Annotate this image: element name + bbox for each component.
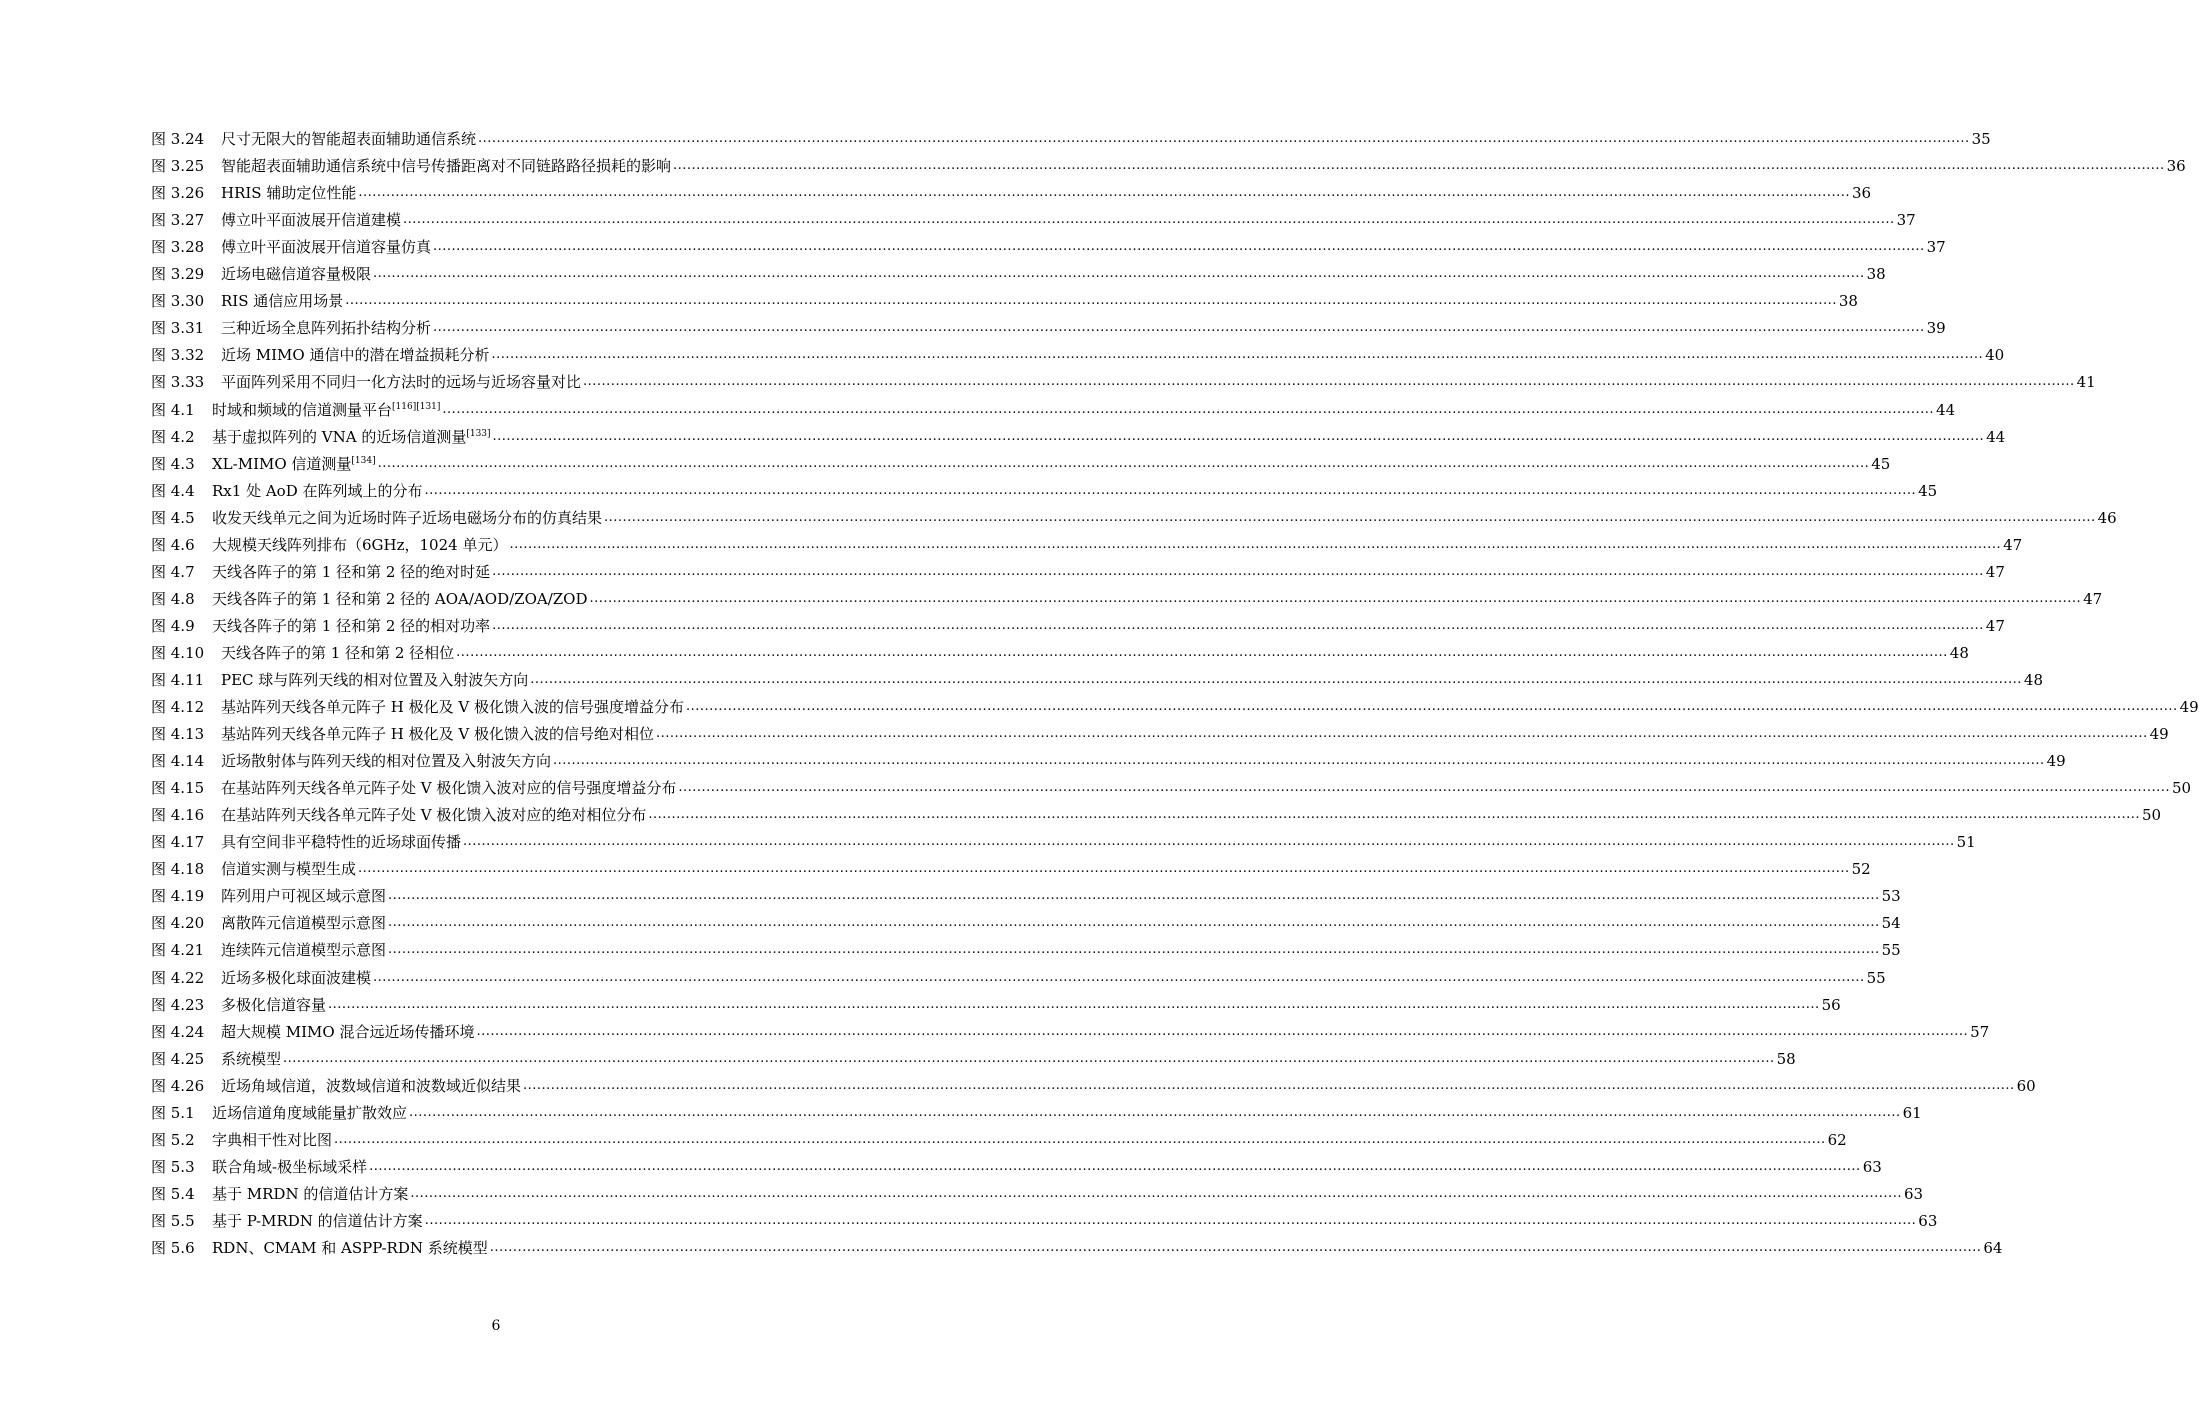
toc-entry[interactable] — [151, 1177, 1924, 1204]
figure-number: 图 4.9 — [151, 616, 195, 635]
toc-entry[interactable] — [151, 771, 2192, 798]
figure-title — [221, 968, 371, 988]
figure-title — [212, 1130, 332, 1150]
page-ref: 47 — [1985, 616, 2005, 635]
toc-entry[interactable] — [151, 311, 1946, 338]
page-ref: 64 — [1983, 1238, 2003, 1257]
page-ref: 63 — [1918, 1211, 1938, 1230]
toc-entry[interactable] — [151, 392, 1956, 419]
toc-entry[interactable] — [151, 257, 1886, 284]
toc-entry[interactable] — [151, 203, 1916, 230]
figure-title-text: 时域和频域的信道测量平台 — [212, 400, 393, 419]
page-ref: 47 — [2083, 589, 2103, 608]
dot-leader — [463, 832, 1955, 852]
page-ref: 50 — [2141, 806, 2162, 825]
page-ref: 41 — [2076, 373, 2096, 392]
figure-number: 图 5.2 — [151, 1130, 195, 1149]
dot-leader — [345, 291, 1837, 311]
citation-marker: [133] — [466, 428, 491, 439]
figure-title-text: 近场散射体与阵列天线的相对位置及入射波矢方向 — [221, 752, 552, 771]
figure-title — [212, 616, 490, 636]
figure-number: 图 4.5 — [151, 508, 195, 527]
toc-entry[interactable] — [151, 1150, 1882, 1177]
dot-leader — [328, 995, 1820, 1015]
figure-number: 图 3.31 — [151, 319, 205, 338]
toc-entry[interactable] — [151, 609, 2005, 636]
figure-title — [212, 1211, 423, 1231]
dot-leader — [530, 670, 2022, 690]
page-ref: 36 — [2166, 157, 2186, 176]
figure-title — [221, 778, 676, 798]
figure-title-text: PEC 球与阵列天线的相对位置及入射波矢方向 — [221, 670, 529, 689]
dot-leader — [553, 751, 2045, 771]
dot-leader — [456, 643, 1948, 663]
toc-entry[interactable] — [151, 474, 1938, 501]
figure-title — [221, 859, 356, 879]
figure-title-text: 字典相干性对比图 — [212, 1130, 333, 1149]
toc-entry[interactable] — [151, 365, 2096, 392]
figure-title-text: 近场电磁信道容量极限 — [221, 265, 372, 284]
figure-number: 图 4.3 — [151, 454, 195, 473]
figure-title-text: 傅立叶平面波展开信道容量仿真 — [221, 238, 432, 257]
figure-title-text: XL-MIMO 信道测量 — [212, 454, 352, 473]
page-number: 6 — [491, 1318, 501, 1334]
figure-title-text: 近场信道角度域能量扩散效应 — [212, 1103, 408, 1122]
dot-leader — [478, 129, 1970, 149]
toc-entry[interactable] — [151, 230, 1946, 257]
toc-entry[interactable] — [151, 555, 2005, 582]
figure-title-text: 联合角域-极坐标域采样 — [212, 1157, 368, 1176]
figure-number: 图 4.2 — [151, 427, 195, 446]
figure-number: 图 3.26 — [151, 184, 205, 203]
figure-title-text: 多极化信道容量 — [221, 995, 327, 1014]
toc-entry[interactable] — [151, 798, 2162, 825]
figure-title-text: 平面阵列采用不同归一化方法时的远场与近场容量对比 — [221, 373, 582, 392]
page-ref: 56 — [1821, 995, 1841, 1014]
figure-title-text: 天线各阵子的第 1 径和第 2 径的 AOA/AOD/ZOA/ZOD — [212, 589, 588, 608]
dot-leader — [409, 1103, 1901, 1123]
dot-leader — [388, 886, 1880, 906]
dot-leader — [403, 210, 1895, 230]
page-ref: 48 — [1949, 643, 1969, 662]
page-ref: 62 — [1827, 1130, 1847, 1149]
toc-entry[interactable] — [151, 690, 2199, 717]
figure-title-text: 在基站阵列天线各单元阵子处 V 极化馈入波对应的信号强度增益分布 — [221, 779, 677, 798]
toc-entry[interactable] — [151, 1123, 1847, 1150]
figure-title-text: 离散阵元信道模型示意图 — [221, 914, 387, 933]
page-ref: 45 — [1871, 454, 1891, 473]
figure-title — [221, 751, 551, 771]
page-ref: 37 — [1926, 238, 1946, 257]
dot-leader — [656, 724, 2148, 744]
page-ref: 35 — [1971, 130, 1991, 149]
dot-leader — [373, 968, 1865, 988]
page-ref: 55 — [1866, 968, 1886, 987]
toc-entry[interactable] — [151, 906, 1901, 933]
figure-title — [221, 1049, 281, 1069]
toc-entry[interactable] — [151, 338, 2005, 365]
figure-number: 图 4.8 — [151, 589, 195, 608]
dot-leader — [523, 1076, 2015, 1096]
page-ref: 63 — [1903, 1184, 1924, 1203]
toc-entry[interactable] — [151, 122, 1991, 149]
figure-number: 图 5.4 — [151, 1184, 195, 1203]
figure-number: 图 5.1 — [151, 1103, 195, 1122]
toc-entry[interactable] — [151, 1015, 1990, 1042]
figure-title — [212, 562, 490, 582]
figure-title-text: HRIS 辅助定位性能 — [221, 184, 357, 203]
figure-title-text: 天线各阵子的第 1 径和第 2 径相位 — [221, 643, 455, 662]
figure-title-text: 在基站阵列天线各单元阵子处 V 极化馈入波对应的绝对相位分布 — [221, 806, 647, 825]
page-ref: 49 — [2179, 698, 2199, 717]
page-ref: 52 — [1851, 860, 1871, 879]
toc-entry[interactable] — [151, 284, 1858, 311]
page-ref: 39 — [1926, 319, 1946, 338]
page-ref: 47 — [2003, 535, 2023, 554]
toc-entry[interactable] — [151, 582, 2103, 609]
figure-number: 图 4.24 — [151, 1022, 205, 1041]
figure-number: 图 4.17 — [151, 833, 205, 852]
figure-number: 图 3.29 — [151, 265, 205, 284]
figure-title — [221, 670, 528, 690]
figure-title-text: 基站阵列天线各单元阵子 H 极化及 V 极化馈入波的信号绝对相位 — [221, 725, 654, 744]
figure-number: 图 3.24 — [151, 130, 205, 149]
dot-leader — [433, 237, 1925, 257]
toc-entry[interactable] — [151, 663, 2043, 690]
dot-leader — [604, 508, 2096, 528]
dot-leader — [388, 940, 1880, 960]
dot-leader — [590, 589, 2082, 609]
figure-number: 图 4.12 — [151, 698, 205, 717]
list-of-figures — [151, 122, 2199, 1258]
dot-leader — [410, 1184, 1902, 1204]
dot-leader — [442, 400, 1934, 420]
figure-title — [212, 427, 491, 447]
page-ref: 50 — [2171, 779, 2192, 798]
toc-entry[interactable] — [151, 933, 1901, 960]
figure-number: 图 4.11 — [151, 670, 205, 689]
figure-number: 图 4.23 — [151, 995, 205, 1014]
figure-title-text: 基站阵列天线各单元阵子 H 极化及 V 极化馈入波的信号强度增益分布 — [221, 698, 684, 717]
toc-entry[interactable] — [151, 149, 2186, 176]
toc-entry[interactable] — [151, 1231, 2003, 1258]
dot-leader — [673, 156, 2165, 176]
dot-leader — [648, 805, 2140, 825]
figure-title-text: 阵列用户可视区域示意图 — [221, 887, 387, 906]
figure-title — [212, 481, 423, 501]
figure-number: 图 4.21 — [151, 941, 205, 960]
dot-leader — [373, 264, 1865, 284]
dot-leader — [433, 318, 1925, 338]
dot-leader — [378, 454, 1870, 474]
dot-leader — [358, 859, 1850, 879]
figure-title-text: 具有空间非平稳特性的近场球面传播 — [221, 833, 462, 852]
page-ref: 51 — [1956, 833, 1976, 852]
toc-entry[interactable] — [151, 447, 1891, 474]
figure-title-text: 近场多极化球面波建模 — [221, 968, 372, 987]
figure-title-text: 信道实测与模型生成 — [221, 860, 357, 879]
figure-number: 图 4.25 — [151, 1049, 205, 1068]
dot-leader — [493, 427, 1985, 447]
figure-number: 图 3.33 — [151, 373, 205, 392]
toc-entry[interactable] — [151, 176, 1872, 203]
dot-leader — [491, 345, 1983, 365]
figure-title — [221, 183, 356, 203]
toc-entry[interactable] — [151, 960, 1886, 987]
figure-title-text: 近场 MIMO 通信中的潜在增益损耗分析 — [221, 346, 490, 365]
figure-number: 图 4.20 — [151, 914, 205, 933]
figure-title — [221, 913, 386, 933]
dot-leader — [425, 1211, 1917, 1231]
figure-number: 图 5.5 — [151, 1211, 195, 1230]
figure-title-text: RIS 通信应用场景 — [221, 292, 344, 311]
figure-title — [221, 345, 489, 365]
toc-entry[interactable] — [151, 1042, 1796, 1069]
figure-number: 图 4.14 — [151, 752, 205, 771]
figure-title-text: RDN、CMAM 和 ASPP-RDN 系统模型 — [212, 1238, 488, 1257]
figure-number: 图 4.26 — [151, 1076, 205, 1095]
figure-number: 图 4.1 — [151, 400, 195, 419]
figure-number: 图 4.18 — [151, 860, 205, 879]
figure-title — [221, 832, 461, 852]
figure-number: 图 4.4 — [151, 481, 195, 500]
page-ref: 47 — [1985, 562, 2005, 581]
page-ref: 48 — [2023, 670, 2043, 689]
figure-title — [221, 1076, 521, 1096]
toc-entry[interactable] — [151, 1069, 2036, 1096]
page-ref: 53 — [1881, 887, 1901, 906]
citation-marker: [134] — [351, 455, 376, 466]
page-ref: 57 — [1970, 1022, 1990, 1041]
dot-leader — [476, 1022, 1968, 1042]
figure-title — [212, 454, 376, 474]
figure-number: 图 3.28 — [151, 238, 205, 257]
figure-title — [221, 210, 401, 230]
page-ref: 44 — [1986, 427, 2006, 446]
figure-number: 图 3.27 — [151, 211, 205, 230]
page-ref: 58 — [1776, 1049, 1796, 1068]
figure-title — [221, 940, 386, 960]
figure-title — [212, 535, 507, 555]
figure-number: 图 3.25 — [151, 157, 205, 176]
figure-title-text: 尺寸无限大的智能超表面辅助通信系统 — [221, 130, 477, 149]
figure-number: 图 3.30 — [151, 292, 205, 311]
dot-leader — [358, 183, 1850, 203]
figure-number: 图 4.7 — [151, 562, 195, 581]
figure-title — [221, 697, 684, 717]
toc-entry[interactable] — [151, 744, 2066, 771]
figure-title-text: 基于虚拟阵列的 VNA 的近场信道测量 — [212, 427, 467, 446]
page-ref: 46 — [2097, 508, 2117, 527]
toc-entry[interactable] — [151, 852, 1871, 879]
figure-title — [221, 156, 671, 176]
page-ref: 45 — [1918, 481, 1938, 500]
toc-entry[interactable] — [151, 1204, 1938, 1231]
dot-leader — [490, 1238, 1982, 1258]
figure-title-text: 收发天线单元之间为近场时阵子近场电磁场分布的仿真结果 — [212, 508, 603, 527]
page-ref: 36 — [1851, 184, 1872, 203]
page-ref: 55 — [1881, 941, 1901, 960]
figure-title — [212, 1103, 407, 1123]
page-ref: 61 — [1902, 1103, 1922, 1122]
figure-title — [212, 1157, 367, 1177]
toc-entry[interactable] — [151, 988, 1841, 1015]
dot-leader — [583, 372, 2075, 392]
figure-title — [221, 805, 646, 825]
figure-title-text: 近场角域信道，波数域信道和波数域近似结果 — [221, 1076, 522, 1095]
dot-leader — [686, 697, 2178, 717]
figure-title — [212, 589, 588, 609]
toc-entry[interactable] — [151, 825, 1976, 852]
page-ref: 37 — [1896, 211, 1916, 230]
page-ref: 63 — [1862, 1157, 1882, 1176]
dot-leader — [425, 481, 1917, 501]
figure-title — [221, 995, 326, 1015]
figure-title-text: 基于 P-MRDN 的信道估计方案 — [212, 1211, 423, 1230]
figure-title — [212, 400, 440, 420]
figure-title — [221, 129, 476, 149]
toc-entry[interactable] — [151, 1096, 1922, 1123]
figure-number: 图 3.32 — [151, 346, 205, 365]
toc-entry[interactable] — [151, 420, 2006, 447]
figure-title — [221, 291, 343, 311]
figure-title-text: 智能超表面辅助通信系统中信号传播距离对不同链路路径损耗的影响 — [221, 157, 672, 176]
page-ref: 54 — [1881, 914, 1901, 933]
figure-title — [212, 508, 602, 528]
figure-title-text: 超大规模 MIMO 混合远近场传播环境 — [221, 1022, 475, 1041]
figure-title — [221, 886, 386, 906]
figure-title — [221, 724, 654, 744]
figure-title-text: 大规模天线阵列排布（6GHz，1024 单元） — [212, 535, 508, 554]
figure-title-text: 天线各阵子的第 1 径和第 2 径的绝对时延 — [212, 562, 491, 581]
figure-title — [221, 1022, 474, 1042]
figure-title — [221, 237, 431, 257]
toc-entry[interactable] — [151, 528, 2023, 555]
figure-number: 图 4.15 — [151, 779, 205, 798]
page-ref: 38 — [1838, 292, 1858, 311]
figure-title-text: 连续阵元信道模型示意图 — [221, 941, 387, 960]
figure-number: 图 5.6 — [151, 1238, 195, 1257]
dot-leader — [283, 1049, 1775, 1069]
toc-entry[interactable] — [151, 717, 2169, 744]
page-ref: 49 — [2046, 752, 2066, 771]
dot-leader — [388, 913, 1880, 933]
dot-leader — [334, 1130, 1826, 1150]
page-ref: 40 — [1985, 346, 2005, 365]
figure-title — [221, 264, 371, 284]
figure-title-text: 系统模型 — [221, 1049, 282, 1068]
figure-title — [221, 372, 581, 392]
figure-number: 图 4.10 — [151, 643, 205, 662]
figure-title-text: Rx1 处 AoD 在阵列域上的分布 — [212, 481, 423, 500]
figure-title-text: 三种近场全息阵列拓扑结构分析 — [221, 319, 432, 338]
dot-leader — [678, 778, 2170, 798]
toc-entry[interactable] — [151, 636, 1969, 663]
figure-number: 图 4.16 — [151, 806, 205, 825]
page-ref: 60 — [2016, 1076, 2036, 1095]
figure-title — [212, 1184, 408, 1204]
citation-marker: [116][131] — [392, 401, 441, 412]
figure-title-text: 天线各阵子的第 1 径和第 2 径的相对功率 — [212, 616, 491, 635]
figure-title — [212, 1238, 488, 1258]
page-ref: 38 — [1866, 265, 1886, 284]
toc-entry[interactable] — [151, 879, 1901, 906]
dot-leader — [492, 616, 1984, 636]
dot-leader — [509, 535, 2001, 555]
figure-number: 图 4.6 — [151, 535, 195, 554]
figure-number: 图 4.13 — [151, 725, 205, 744]
figure-title — [221, 643, 454, 663]
page-ref: 49 — [2149, 725, 2169, 744]
figure-title-text: 傅立叶平面波展开信道建模 — [221, 211, 402, 230]
figure-number: 图 5.3 — [151, 1157, 195, 1176]
figure-title — [221, 318, 431, 338]
figure-number: 图 4.22 — [151, 968, 205, 987]
toc-entry[interactable] — [151, 501, 2117, 528]
dot-leader — [492, 562, 1984, 582]
page-ref: 44 — [1936, 400, 1956, 419]
figure-number: 图 4.19 — [151, 887, 205, 906]
figure-title-text: 基于 MRDN 的信道估计方案 — [212, 1184, 409, 1203]
dot-leader — [369, 1157, 1861, 1177]
